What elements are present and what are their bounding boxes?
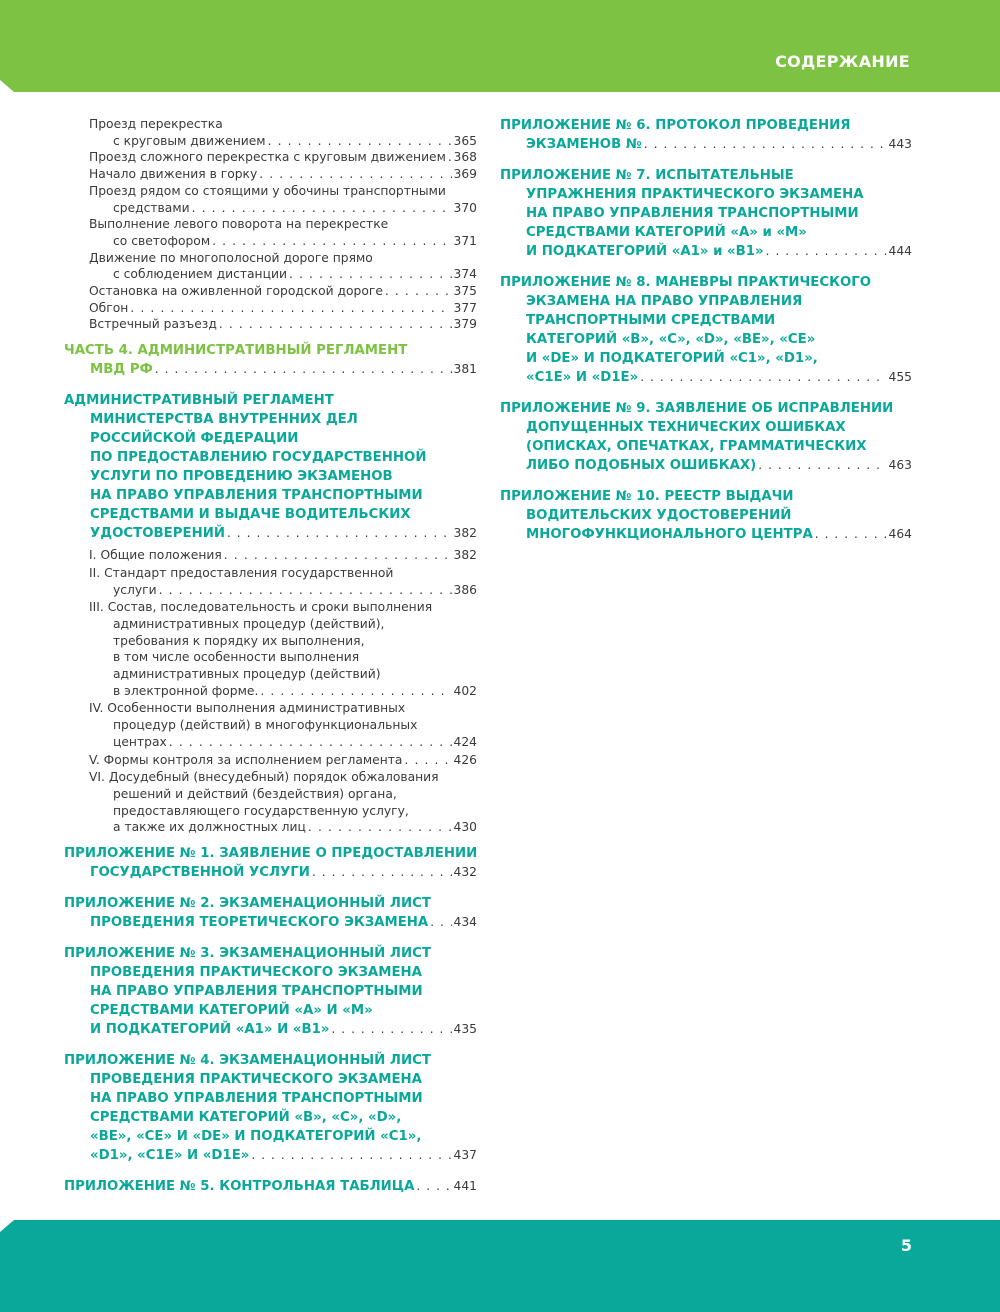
toc-heading-line-text: ТРАНСПОРТНЫМИ СРЕДСТВАМИ [526,313,776,328]
toc-section-line [89,752,477,769]
dot-leader [212,233,451,250]
toc-section-line [89,582,477,599]
toc-subitem-line-text: Выполнение левого поворота на перекрестке [89,217,389,232]
toc-heading-line [64,429,477,448]
toc-heading-line-text: ПРИЛОЖЕНИЕ № 4. ЭКЗАМЕНАЦИОННЫЙ ЛИСТ [64,1053,431,1069]
toc-section-line [89,717,477,734]
toc-section-line [89,599,477,616]
toc-section-item[interactable] [64,769,477,836]
toc-heading-line-text: ПРИЛОЖЕНИЕ № 7. ИСПЫТАТЕЛЬНЫЕ [500,168,794,183]
toc-section-line [89,616,477,633]
page-ref: 382 [453,526,477,541]
toc-left-column [64,116,477,1196]
toc-subitem-line [89,216,477,233]
toc-heading-line [500,116,912,135]
toc-heading-line [500,368,912,387]
toc-heading-line [500,166,912,185]
toc-heading-line-text: ЭКЗАМЕНА НА ПРАВО УПРАВЛЕНИЯ [526,294,803,309]
toc-section-item[interactable] [64,565,477,598]
toc-heading-line-text: ПРИЛОЖЕНИЕ № 3. ЭКЗАМЕНАЦИОННЫЙ ЛИСТ [64,946,431,962]
toc-subitem-line-text: средствами [113,200,190,215]
page-ref: 386 [453,582,477,597]
toc-section-item[interactable] [64,547,477,564]
page-ref: 375 [453,284,477,299]
dot-leader [289,266,452,283]
toc-heading-line-text: РОССИЙСКОЙ ФЕДЕРАЦИИ [90,431,299,447]
toc-heading-line-text: «С1Е» И «D1E» [526,370,639,385]
toc-heading-line-text: ПРИЛОЖЕНИЕ № 5. КОНТРОЛЬНАЯ ТАБЛИЦА [64,1179,415,1195]
dot-leader [259,166,451,183]
toc-heading-line [500,330,912,349]
toc-subitem-line [89,133,477,150]
footer-band [0,1220,1000,1312]
toc-subitem[interactable] [64,166,477,183]
dot-leader [308,819,452,836]
toc-appendices-left [64,844,477,1196]
toc-heading-line-text: ЭКЗАМЕНОВ № [526,137,642,152]
toc-section-line-text: II. Стандарт предоставления государственной [89,565,394,580]
toc-heading-line-text: ПРИЛОЖЕНИЕ № 9. ЗАЯВЛЕНИЕ ОБ ИСПРАВЛЕНИИ [500,401,894,416]
toc-heading-line [500,204,912,223]
toc-heading-line [64,863,477,882]
toc-heading-line [500,487,912,506]
toc-subitem-line [89,283,477,300]
toc-subitem-line-text: с круговым движением [113,133,266,148]
toc-heading-line-text: «D1», «С1Е» И «D1E» [90,1148,250,1164]
toc-section-line [89,734,477,751]
dot-leader [331,1020,451,1039]
toc-subitem-line-text: Встречный разъезд [89,317,217,332]
toc-subitem-line [89,250,477,267]
page-ref: 430 [453,820,477,835]
toc-subitem-line-text: со светофором [113,233,211,248]
page-ref: 426 [453,752,477,767]
page-ref: 434 [453,915,477,930]
toc-subitem-line-text: Начало движения в горку [89,167,258,182]
page-ref: 381 [453,362,477,377]
dot-leader [640,368,886,387]
toc-heading-line-text: АДМИНИСТРАТИВНЫЙ РЕГЛАМЕНТ [64,393,334,409]
page-ref: 464 [888,527,912,541]
toc-section-line-text: VI. Досудебный (внесудебный) порядок обжалования [89,770,439,785]
toc-subitem[interactable] [64,216,477,249]
toc-heading-line [500,223,912,242]
toc-heading-line-text: ЧАСТЬ 4. АДМИНИСТРАТИВНЫЙ РЕГЛАМЕНТ [64,343,408,359]
page-ref: 382 [453,548,477,563]
toc-heading-line [64,467,477,486]
toc-section-line [89,565,477,582]
toc-heading-line [64,360,477,379]
toc-heading-line-text: НА ПРАВО УПРАВЛЕНИЯ ТРАНСПОРТНЫМИ [90,488,423,504]
dot-leader [404,752,451,769]
toc-appendix-item[interactable] [64,944,477,1039]
page-ref: 371 [453,233,477,248]
toc-section-line [89,683,477,700]
dot-leader [448,149,452,166]
dot-leader [227,524,452,543]
page-ref: 424 [453,734,477,749]
toc-heading-line-text: НА ПРАВО УПРАВЛЕНИЯ ТРАНСПОРТНЫМИ [90,984,423,1000]
toc-heading-line [500,506,912,525]
toc-heading-line-text: И ПОДКАТЕГОРИЙ «А1» и «В1» [526,244,764,259]
toc-heading-line-text: КАТЕГОРИЙ «В», «С», «D», «ВЕ», «СЕ» [526,332,816,347]
toc-appendix-item[interactable] [64,1177,477,1196]
toc-heading-line [500,311,912,330]
toc-section-line [89,769,477,786]
page-title: СОДЕРЖАНИЕ [775,52,910,71]
toc-section-line-text: предоставляющего государственную услугу, [113,803,409,818]
toc-heading-line-text: И «DE» И ПОДКАТЕГОРИЙ «С1», «D1», [526,351,818,366]
toc-heading-line [64,944,477,963]
toc-section-line-text: процедур (действий) в многофункциональных [113,718,418,733]
toc-heading-line [500,273,912,292]
toc-subitem-line [89,233,477,250]
toc-heading-line-text: ПРОВЕДЕНИЯ ПРАКТИЧЕСКОГО ЭКЗАМЕНА [90,965,422,981]
toc-heading-line [500,437,912,456]
toc-heading-line-text: ВОДИТЕЛЬСКИХ УДОСТОВЕРЕНИЙ [526,508,792,523]
toc-heading-line-text: ПРОВЕДЕНИЯ ПРАКТИЧЕСКОГО ЭКЗАМЕНА [90,1072,422,1088]
page-ref: 444 [888,244,912,258]
toc-heading-line [64,341,477,360]
toc-reglament-sections [64,547,477,836]
toc-heading-line-text: ПРИЛОЖЕНИЕ № 10. РЕЕСТР ВЫДАЧИ [500,489,794,504]
toc-heading-line [500,418,912,437]
toc-section-line-text: решений и действий (бездействия) органа, [113,786,397,801]
toc-heading-line-text: ПРИЛОЖЕНИЕ № 2. ЭКЗАМЕНАЦИОННЫЙ ЛИСТ [64,896,431,912]
toc-heading-line [64,982,477,1001]
dot-leader [766,242,887,261]
toc-section-line-text: V. Формы контроля за исполнением регламента [89,752,403,767]
toc-heading-line [64,1146,477,1165]
toc-heading-line-text: СРЕДСТВАМИ И ВЫДАЧЕ ВОДИТЕЛЬСКИХ [90,507,411,523]
toc-heading-line-text: МВД РФ [90,362,153,378]
toc-heading-line [64,486,477,505]
toc-appendix-item[interactable] [500,166,912,261]
toc-heading-line [64,505,477,524]
toc-heading-line [64,963,477,982]
toc-appendix-item[interactable] [64,844,477,882]
toc-subitem[interactable] [64,300,477,317]
dot-leader [224,547,452,564]
toc-subitem-line-text: Проезд сложного перекрестка с круговым движением [89,150,446,165]
toc-section-line-text: III. Состав, последовательность и сроки выполнения [89,600,433,615]
page-ref: 443 [888,137,912,151]
toc-heading-line-text: ПРИЛОЖЕНИЕ № 8. МАНЕВРЫ ПРАКТИЧЕСКОГО [500,275,872,290]
toc-section-line [89,803,477,820]
dot-leader [219,316,452,333]
dot-leader [251,1146,451,1165]
toc-heading-line [500,242,912,261]
toc-subitems-part3 [64,116,477,333]
dot-leader [644,135,887,154]
toc-subitem[interactable] [64,316,477,333]
toc-section-line-text: требования к порядку их выполнения, [113,633,365,648]
header-band [0,0,1000,92]
toc-appendix-item[interactable] [500,399,912,475]
toc-appendix-item[interactable] [500,273,912,387]
dot-leader [169,734,452,751]
toc-heading-line-text: И ПОДКАТЕГОРИЙ «А1» И «В1» [90,1022,330,1038]
toc-heading-line [500,349,912,368]
toc-subitem-line [89,266,477,283]
toc-heading-line [64,410,477,429]
toc-section-line-text: I. Общие положения [89,548,222,563]
toc-section-line-text: а также их должностных лиц [113,820,306,835]
toc-subitem[interactable] [64,183,477,216]
toc-subitem[interactable] [64,283,477,300]
toc-heading-line-text: СРЕДСТВАМИ КАТЕГОРИЙ «А» и «М» [526,225,807,240]
dot-leader [385,283,452,300]
toc-heading-line [500,456,912,475]
toc-subitem[interactable] [64,149,477,166]
toc-subitem-line [89,183,477,200]
toc-heading-line-text: УСЛУГИ ПО ПРОВЕДЕНИЮ ЭКЗАМЕНОВ [90,469,393,485]
toc-heading-line-text: НА ПРАВО УПРАВЛЕНИЯ ТРАНСПОРТНЫМИ [90,1091,423,1107]
toc-appendix-item[interactable] [64,894,477,932]
page-ref: 365 [453,133,477,148]
toc-section-item[interactable] [64,599,477,699]
toc-subitem-line [89,116,477,133]
toc-section-line-text: в электронной форме. [113,683,259,698]
dot-leader [815,525,887,544]
page-ref: 402 [453,683,477,698]
toc-heading-line-text: ПРИЛОЖЕНИЕ № 6. ПРОТОКОЛ ПРОВЕДЕНИЯ [500,118,851,133]
toc-subitem-line [89,316,477,333]
toc-heading-line [500,185,912,204]
page-ref: 441 [453,1179,477,1194]
toc-subitem-line [89,300,477,317]
toc-subitem-line [89,200,477,217]
toc-heading-line-text: СРЕДСТВАМИ КАТЕГОРИЙ «В», «С», «D», [90,1110,402,1126]
toc-section-line-text: в том числе особенности выполнения [113,650,360,665]
toc-heading-line-text: УДОСТОВЕРЕНИЙ [90,526,225,542]
toc-subitem[interactable] [64,250,477,283]
toc-section-line [89,666,477,683]
page-ref: 455 [888,370,912,384]
dot-leader [159,582,452,599]
toc-reglament-heading[interactable] [64,391,477,543]
toc-section-line [89,819,477,836]
toc-part4-heading[interactable] [64,341,477,379]
toc-section-line [89,649,477,666]
toc-appendices-right [500,116,912,544]
toc-right-column [500,116,912,544]
toc-appendix-item[interactable] [500,116,912,154]
toc-heading-line [64,391,477,410]
toc-heading-line [64,1051,477,1070]
toc-subitem-line-text: Движение по многополосной дороге прямо [89,250,373,265]
toc-subitem-line-text: Проезд перекрестка [89,117,223,131]
toc-heading-line [500,292,912,311]
toc-heading-line [64,1127,477,1146]
page-ref: 463 [888,458,912,472]
dot-leader [155,360,452,379]
toc-section-line-text: центрах [113,734,167,749]
toc-heading-line [500,135,912,154]
toc-subitem-line-text: Остановка на оживленной городской дороге [89,284,383,299]
toc-heading-line-text: ГОСУДАРСТВЕННОЙ УСЛУГИ [90,865,310,881]
toc-appendix-item[interactable] [64,1051,477,1165]
page-ref: 368 [453,150,477,165]
dot-leader [260,683,451,700]
toc-heading-line-text: ЛИБО ПОДОБНЫХ ОШИБКАХ) [526,458,757,473]
toc-section-line [89,547,477,564]
toc-section-line-text: административных процедур (действий) [113,667,381,682]
page-ref: 379 [453,317,477,332]
toc-heading-line [64,1001,477,1020]
toc-heading-line [500,399,912,418]
toc-heading-line [64,844,477,863]
toc-subitem-line-text: Проезд рядом со стоящими у обочины транспортными [89,183,446,198]
page-number: 5 [900,1236,912,1255]
toc-section-line-text: услуги [113,582,157,597]
toc-heading-line [500,525,912,544]
toc-subitem-line-text: с соблюдением дистанции [113,267,287,282]
toc-section-line [89,700,477,717]
page-ref: 369 [453,167,477,182]
page-ref: 437 [453,1148,477,1163]
toc-section-line-text: административных процедур (действий), [113,616,385,631]
dot-leader [416,1177,451,1196]
toc-heading-line-text: ДОПУЩЕННЫХ ТЕХНИЧЕСКИХ ОШИБКАХ [526,420,846,435]
toc-heading-line-text: ПО ПРЕДОСТАВЛЕНИЮ ГОСУДАРСТВЕННОЙ [90,450,427,466]
toc-heading-line [64,913,477,932]
dot-leader [192,200,452,217]
toc-section-line-text: IV. Особенности выполнения административных [89,701,406,716]
toc-heading-line-text: «ВЕ», «СЕ» И «DE» И ПОДКАТЕГОРИЙ «С1», [90,1129,422,1145]
page-ref: 432 [453,865,477,880]
toc-heading-line-text: НА ПРАВО УПРАВЛЕНИЯ ТРАНСПОРТНЫМИ [526,206,859,221]
toc-heading-line-text: СРЕДСТВАМИ КАТЕГОРИЙ «А» И «М» [90,1003,373,1019]
toc-heading-line [64,1108,477,1127]
toc-heading-line-text: ПРОВЕДЕНИЯ ТЕОРЕТИЧЕСКОГО ЭКЗАМЕНА [90,915,429,931]
toc-section-item[interactable] [64,700,477,750]
toc-heading-line [64,894,477,913]
page-ref: 370 [453,200,477,215]
toc-subitem-line [89,166,477,183]
toc-section-line [89,786,477,803]
toc-section-item[interactable] [64,752,477,769]
toc-heading-line [64,1070,477,1089]
page-ref: 374 [453,267,477,282]
toc-section-line [89,633,477,650]
dot-leader [758,456,886,475]
toc-heading-line [64,1177,477,1196]
toc-heading-line [64,1020,477,1039]
dot-leader [130,300,451,317]
toc-heading-line [64,448,477,467]
toc-heading-line-text: ПРИЛОЖЕНИЕ № 1. ЗАЯВЛЕНИЕ О ПРЕДОСТАВЛЕНИИ [64,846,478,862]
toc-heading-line-text: МИНИСТЕРСТВА ВНУТРЕННИХ ДЕЛ [90,412,358,428]
dot-leader [430,913,451,932]
toc-subitem-line-text: Обгон [89,300,129,315]
toc-heading-line-text: УПРАЖНЕНИЯ ПРАКТИЧЕСКОГО ЭКЗАМЕНА [526,187,864,202]
toc-heading-line-text: (ОПИСКАХ, ОПЕЧАТКАХ, ГРАММАТИЧЕСКИХ [526,439,867,454]
dot-leader [268,133,452,150]
toc-heading-line [64,524,477,543]
toc-appendix-item[interactable] [500,487,912,544]
dot-leader [312,863,452,882]
toc-subitem[interactable] [64,116,477,149]
toc-heading-line [64,1089,477,1108]
page-ref: 435 [453,1022,477,1037]
toc-heading-line-text: МНОГОФУНКЦИОНАЛЬНОГО ЦЕНТРА [526,527,813,542]
toc-subitem-line [89,149,477,166]
page-ref: 377 [453,300,477,315]
